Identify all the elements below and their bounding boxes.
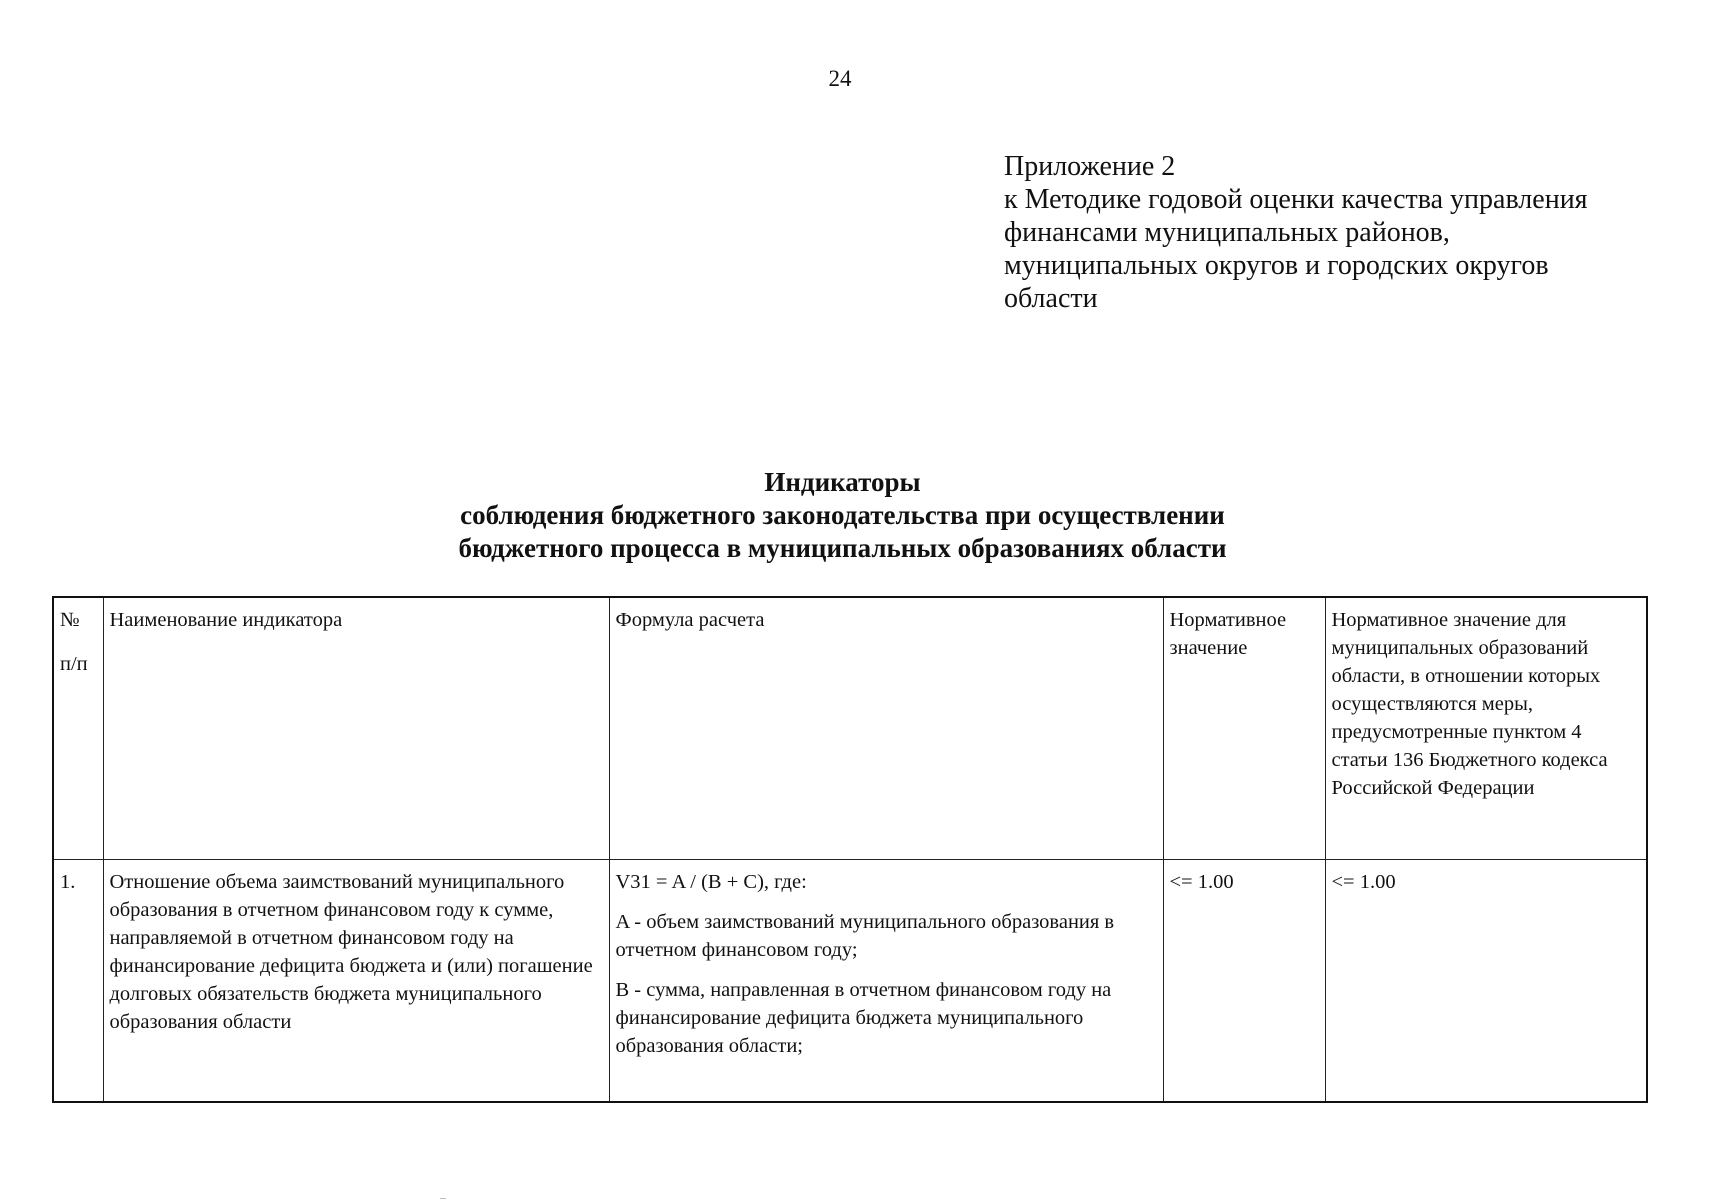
- table-header-row: [53, 597, 1647, 860]
- document-title: [0, 466, 1685, 565]
- cell-normative-value-special: <= 1.00: [1325, 860, 1647, 1103]
- title-line: бюджетного процесса в муниципальных образованиях области: [458, 533, 1227, 563]
- header-normative-value: Нормативное значение: [1163, 597, 1325, 860]
- title-line: Индикаторы: [764, 467, 921, 497]
- header-number-symbol: №: [60, 609, 80, 631]
- formula-variable-b: B - сумма, направленная в отчетном финансовом году на финансирование дефицита бюджета муниципального образования области;: [615, 979, 1112, 1057]
- header-normative-value-special: Нормативное значение для муниципальных образований области, в отношении которых осуществляются меры, предусмотренные пунктом 4 статьи 136 Бюджетного кодекса Российской Федерации: [1325, 597, 1647, 860]
- cell-normative-value: <= 1.00: [1163, 860, 1325, 1103]
- formula-variable-a: A - объем заимствований муниципального образования в отчетном финансовом году;: [615, 911, 1115, 961]
- formula-expression: V31 = A / (B + C), где:: [615, 871, 807, 893]
- header-number: [53, 597, 103, 860]
- appendix-line: муниципальных округов и городских округов: [1004, 250, 1549, 281]
- cell-number: 1.: [53, 860, 103, 1103]
- title-line: соблюдения бюджетного законодательства при осуществлении: [460, 500, 1225, 530]
- appendix-reference: [1004, 150, 1644, 315]
- cell-formula: [609, 860, 1163, 1103]
- appendix-line: Приложение 2: [1004, 151, 1176, 182]
- scan-artifact: [440, 1198, 446, 1199]
- indicators-table: [52, 596, 1648, 1103]
- appendix-line: области: [1004, 283, 1098, 314]
- appendix-line: финансами муниципальных районов,: [1004, 217, 1450, 248]
- table-row: [53, 860, 1647, 1103]
- header-number-label: п/п: [60, 653, 88, 675]
- header-indicator-name: Наименование индикатора: [103, 597, 609, 860]
- appendix-line: к Методике годовой оценки качества управления: [1004, 184, 1588, 215]
- page-number: 24: [828, 66, 852, 91]
- cell-indicator-name: Отношение объема заимствований муниципального образования в отчетном финансовом году к сумме, направляемой в отчетном финансовом году на финансирование дефицита бюджета и (или) погашение долговых обязательств бюджета муниципального образования области: [103, 860, 609, 1103]
- header-formula: Формула расчета: [609, 597, 1163, 860]
